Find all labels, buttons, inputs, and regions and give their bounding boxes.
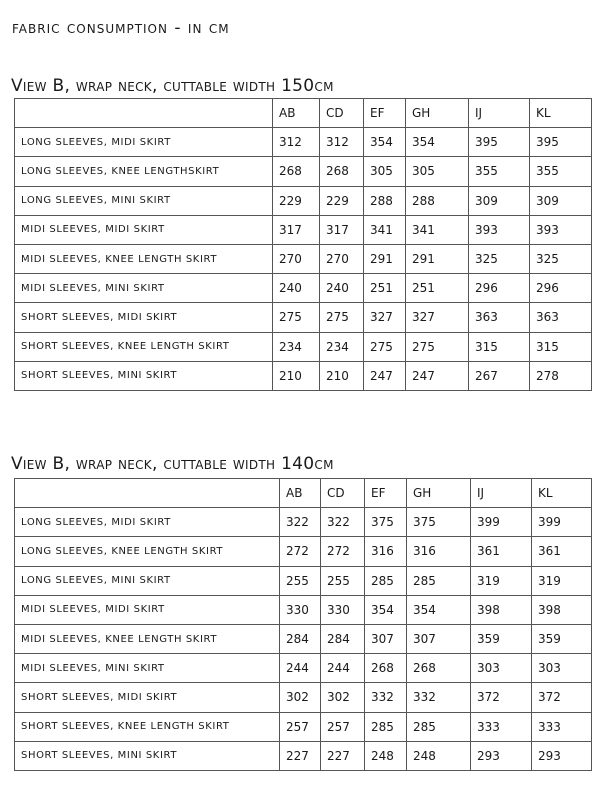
value-cell: 267 <box>469 361 530 390</box>
value-cell: 305 <box>364 157 406 186</box>
column-header: KL <box>532 479 592 508</box>
value-cell: 395 <box>530 128 592 157</box>
row-label: LONG SLEEVES, KNEE LENGTHSKIRT <box>15 157 273 186</box>
value-cell: 393 <box>530 215 592 244</box>
value-cell: 354 <box>365 595 407 624</box>
value-cell: 247 <box>406 361 469 390</box>
value-cell: 327 <box>364 303 406 332</box>
value-cell: 240 <box>320 274 364 303</box>
value-cell: 395 <box>469 128 530 157</box>
value-cell: 210 <box>320 361 364 390</box>
row-label: LONG SLEEVES, KNEE LENGTH SKIRT <box>15 537 280 566</box>
value-cell: 361 <box>532 537 592 566</box>
value-cell: 319 <box>471 566 532 595</box>
value-cell: 302 <box>280 683 321 712</box>
value-cell: 268 <box>407 654 471 683</box>
value-cell: 268 <box>320 157 364 186</box>
value-cell: 210 <box>273 361 320 390</box>
value-cell: 275 <box>273 303 320 332</box>
value-cell: 275 <box>364 332 406 361</box>
value-cell: 272 <box>321 537 365 566</box>
value-cell: 322 <box>321 508 365 537</box>
row-label: SHORT SLEEVES, MINI SKIRT <box>15 741 280 770</box>
column-header: IJ <box>469 99 530 128</box>
consumption-table-140cm <box>14 478 592 771</box>
value-cell: 341 <box>406 215 469 244</box>
value-cell: 275 <box>406 332 469 361</box>
row-label: SHORT SLEEVES, MIDI SKIRT <box>15 303 273 332</box>
value-cell: 285 <box>365 566 407 595</box>
value-cell: 315 <box>530 332 592 361</box>
value-cell: 288 <box>364 186 406 215</box>
table-title-150cm: View B, wrap neck, cuttable width 150cm <box>11 76 334 96</box>
value-cell: 244 <box>280 654 321 683</box>
value-cell: 330 <box>321 595 365 624</box>
value-cell: 312 <box>320 128 364 157</box>
table-row <box>15 186 592 215</box>
value-cell: 251 <box>406 274 469 303</box>
column-header: IJ <box>471 479 532 508</box>
value-cell: 372 <box>532 683 592 712</box>
value-cell: 303 <box>471 654 532 683</box>
value-cell: 375 <box>365 508 407 537</box>
value-cell: 322 <box>280 508 321 537</box>
value-cell: 332 <box>407 683 471 712</box>
value-cell: 270 <box>320 244 364 273</box>
value-cell: 363 <box>530 303 592 332</box>
value-cell: 251 <box>364 274 406 303</box>
value-cell: 398 <box>471 595 532 624</box>
row-label: SHORT SLEEVES, MINI SKIRT <box>15 361 273 390</box>
value-cell: 333 <box>532 712 592 741</box>
table-row <box>15 508 592 537</box>
row-label: LONG SLEEVES, MINI SKIRT <box>15 186 273 215</box>
row-label: MIDI SLEEVES, MIDI SKIRT <box>15 215 273 244</box>
value-cell: 315 <box>469 332 530 361</box>
value-cell: 309 <box>530 186 592 215</box>
table-row <box>15 332 592 361</box>
row-label: SHORT SLEEVES, KNEE LENGTH SKIRT <box>15 712 280 741</box>
value-cell: 312 <box>273 128 320 157</box>
value-cell: 327 <box>406 303 469 332</box>
value-cell: 268 <box>365 654 407 683</box>
value-cell: 288 <box>406 186 469 215</box>
value-cell: 399 <box>471 508 532 537</box>
value-cell: 333 <box>471 712 532 741</box>
row-label: MIDI SLEEVES, KNEE LENGTH SKIRT <box>15 244 273 273</box>
value-cell: 284 <box>280 624 321 653</box>
value-cell: 372 <box>471 683 532 712</box>
value-cell: 355 <box>469 157 530 186</box>
value-cell: 399 <box>532 508 592 537</box>
row-label: MIDI SLEEVES, KNEE LENGTH SKIRT <box>15 624 280 653</box>
row-label: LONG SLEEVES, MIDI SKIRT <box>15 508 280 537</box>
column-header: GH <box>407 479 471 508</box>
column-header: EF <box>364 99 406 128</box>
value-cell: 229 <box>273 186 320 215</box>
value-cell: 317 <box>320 215 364 244</box>
value-cell: 375 <box>407 508 471 537</box>
row-label: MIDI SLEEVES, MIDI SKIRT <box>15 595 280 624</box>
value-cell: 291 <box>364 244 406 273</box>
table-row <box>15 303 592 332</box>
value-cell: 303 <box>532 654 592 683</box>
value-cell: 302 <box>321 683 365 712</box>
value-cell: 268 <box>273 157 320 186</box>
table-row <box>15 537 592 566</box>
value-cell: 309 <box>469 186 530 215</box>
column-header: GH <box>406 99 469 128</box>
table-row <box>15 654 592 683</box>
value-cell: 325 <box>530 244 592 273</box>
value-cell: 240 <box>273 274 320 303</box>
value-cell: 257 <box>280 712 321 741</box>
value-cell: 244 <box>321 654 365 683</box>
value-cell: 361 <box>471 537 532 566</box>
value-cell: 229 <box>320 186 364 215</box>
value-cell: 291 <box>406 244 469 273</box>
header-corner-cell <box>15 99 273 128</box>
value-cell: 359 <box>471 624 532 653</box>
column-header: CD <box>321 479 365 508</box>
value-cell: 359 <box>532 624 592 653</box>
column-header: CD <box>320 99 364 128</box>
table-row <box>15 128 592 157</box>
table-row <box>15 566 592 595</box>
row-label: MIDI SLEEVES, MINI SKIRT <box>15 274 273 303</box>
value-cell: 248 <box>407 741 471 770</box>
value-cell: 307 <box>365 624 407 653</box>
value-cell: 247 <box>364 361 406 390</box>
value-cell: 285 <box>407 566 471 595</box>
value-cell: 354 <box>364 128 406 157</box>
row-label: LONG SLEEVES, MIDI SKIRT <box>15 128 273 157</box>
value-cell: 227 <box>321 741 365 770</box>
value-cell: 227 <box>280 741 321 770</box>
value-cell: 285 <box>365 712 407 741</box>
table-row <box>15 712 592 741</box>
value-cell: 285 <box>407 712 471 741</box>
value-cell: 332 <box>365 683 407 712</box>
table-row <box>15 244 592 273</box>
value-cell: 330 <box>280 595 321 624</box>
row-label: LONG SLEEVES, MINI SKIRT <box>15 566 280 595</box>
value-cell: 354 <box>406 128 469 157</box>
value-cell: 354 <box>407 595 471 624</box>
value-cell: 248 <box>365 741 407 770</box>
table-row <box>15 741 592 770</box>
value-cell: 255 <box>280 566 321 595</box>
value-cell: 317 <box>273 215 320 244</box>
value-cell: 257 <box>321 712 365 741</box>
value-cell: 316 <box>365 537 407 566</box>
table-row <box>15 157 592 186</box>
column-header: EF <box>365 479 407 508</box>
table-row <box>15 274 592 303</box>
table-header-row <box>15 479 592 508</box>
value-cell: 363 <box>469 303 530 332</box>
table-header-row <box>15 99 592 128</box>
value-cell: 255 <box>321 566 365 595</box>
value-cell: 296 <box>530 274 592 303</box>
value-cell: 275 <box>320 303 364 332</box>
table-row <box>15 215 592 244</box>
value-cell: 293 <box>532 741 592 770</box>
value-cell: 234 <box>273 332 320 361</box>
value-cell: 393 <box>469 215 530 244</box>
header-corner-cell <box>15 479 280 508</box>
value-cell: 296 <box>469 274 530 303</box>
row-label: MIDI SLEEVES, MINI SKIRT <box>15 654 280 683</box>
table-title-140cm: View B, wrap neck, cuttable width 140cm <box>11 454 334 474</box>
column-header: KL <box>530 99 592 128</box>
row-label: SHORT SLEEVES, KNEE LENGTH SKIRT <box>15 332 273 361</box>
value-cell: 398 <box>532 595 592 624</box>
column-header: AB <box>273 99 320 128</box>
consumption-table-150cm <box>14 98 592 391</box>
value-cell: 341 <box>364 215 406 244</box>
table-row <box>15 595 592 624</box>
value-cell: 270 <box>273 244 320 273</box>
value-cell: 305 <box>406 157 469 186</box>
page-title: fabric consumption - in cm <box>12 18 230 38</box>
value-cell: 316 <box>407 537 471 566</box>
value-cell: 307 <box>407 624 471 653</box>
value-cell: 272 <box>280 537 321 566</box>
value-cell: 234 <box>320 332 364 361</box>
column-header: AB <box>280 479 321 508</box>
value-cell: 319 <box>532 566 592 595</box>
value-cell: 355 <box>530 157 592 186</box>
table-row <box>15 683 592 712</box>
value-cell: 278 <box>530 361 592 390</box>
value-cell: 293 <box>471 741 532 770</box>
value-cell: 284 <box>321 624 365 653</box>
row-label: SHORT SLEEVES, MIDI SKIRT <box>15 683 280 712</box>
table-row <box>15 624 592 653</box>
value-cell: 325 <box>469 244 530 273</box>
table-row <box>15 361 592 390</box>
